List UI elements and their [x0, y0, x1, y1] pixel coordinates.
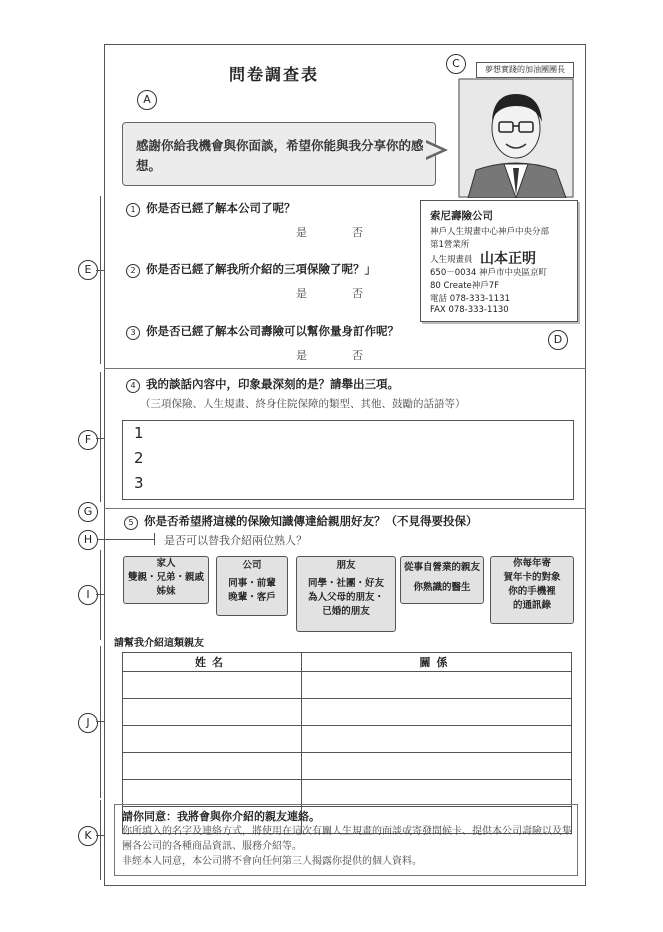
- column-header-name: 姓名: [123, 653, 302, 672]
- section-e-bracket: [100, 196, 101, 364]
- column-header-relation: 關係: [302, 653, 572, 672]
- card-role: 人生規畫員: [430, 255, 473, 265]
- answer-line-1: 1: [134, 424, 144, 442]
- section-divider: [104, 508, 586, 509]
- card-office: 第1營業所: [430, 240, 470, 250]
- answer-line-3: 3: [134, 474, 144, 492]
- card-fax: FAX 078-333-1130: [430, 305, 509, 315]
- card-address1: 650－0034 神戶市中央區京町: [430, 268, 548, 278]
- name-cell[interactable]: [123, 699, 302, 726]
- question-number: 4: [126, 379, 140, 393]
- marker-k: K: [78, 826, 98, 846]
- question-number: 2: [126, 264, 140, 278]
- referral-heading: 請幫我介紹這類親友: [114, 638, 204, 649]
- answer-box[interactable]: [122, 420, 574, 500]
- card-company: 索尼壽險公司: [430, 210, 493, 222]
- caption-box: 夢想實踐的加油團團長: [476, 62, 574, 78]
- table-row: [123, 699, 572, 726]
- marker-f: F: [78, 430, 98, 450]
- section-i-bracket: [100, 550, 101, 640]
- table-row: [123, 672, 572, 699]
- marker-c: C: [446, 54, 466, 74]
- q3-yes-option[interactable]: 是: [296, 349, 307, 362]
- question-3-text: 你是否已經了解本公司壽險可以幫你量身訂作呢？: [146, 324, 399, 338]
- marker-h: H: [78, 530, 98, 550]
- card-name: 山本正明: [480, 251, 536, 267]
- question-1-text: 你是否已經了解本公司了呢？: [146, 201, 296, 215]
- question-2-text: 你是否已經了解我所介紹的三項保險了呢？」: [146, 262, 376, 276]
- name-cell[interactable]: [123, 780, 302, 807]
- card-tel: 電話 078-333-1131: [430, 294, 510, 304]
- name-cell[interactable]: [123, 753, 302, 780]
- question-4-text: 我的談話內容中，印象最深刻的是？請舉出三項。: [146, 377, 399, 391]
- section-j-bracket: [100, 646, 101, 798]
- marker-a: A: [137, 90, 157, 110]
- q1-yes-option[interactable]: 是: [296, 226, 307, 239]
- consent-title: 請你同意：我將會與你介紹的親友連絡。: [122, 810, 320, 823]
- portrait-illustration: [458, 78, 574, 198]
- category-self-employed: 從事自營業的親友 你熟識的醫生: [400, 556, 484, 604]
- category-family: 家人 雙親・兄弟・親戚 姊妹: [123, 556, 209, 604]
- question-number: 5: [124, 516, 138, 530]
- section-f-bracket: [100, 372, 101, 502]
- category-friends: 朋友 同學・社團・好友 為人父母的朋友・ 已婚的朋友: [296, 556, 396, 632]
- relation-cell[interactable]: [302, 780, 572, 807]
- relation-cell[interactable]: [302, 672, 572, 699]
- q2-no-option[interactable]: 否: [352, 287, 363, 300]
- question-5-text: 你是否希望將這樣的保險知識傳達給親朋好友？（不見得要投保）: [144, 514, 478, 528]
- question-number: 3: [126, 326, 140, 340]
- relation-cell[interactable]: [302, 726, 572, 753]
- question-number: 1: [126, 203, 140, 217]
- marker-i: I: [78, 585, 98, 605]
- marker-j: J: [78, 713, 98, 733]
- relation-cell[interactable]: [302, 699, 572, 726]
- intro-text: 感謝你給我機會與你面談，希望你能與我分享你的感想。: [136, 138, 424, 173]
- section-divider: [104, 368, 586, 369]
- table-row: [123, 780, 572, 807]
- question-4-hint: （三項保險、人生規畫、終身住院保障的類型、其他、鼓勵的話語等）: [140, 398, 466, 410]
- relation-cell[interactable]: [302, 753, 572, 780]
- marker-e: E: [78, 260, 98, 280]
- question-5-sub: 是否可以替我介紹兩位熟人？: [164, 534, 307, 547]
- category-company: 公司 同事・前輩 晚輩・客戶: [216, 556, 288, 616]
- card-address2: 80 Create神戶7F: [430, 281, 500, 291]
- card-dept: 神戶人生規畫中心神戶中央分部: [430, 227, 550, 237]
- answer-line-2: 2: [134, 449, 144, 467]
- name-cell[interactable]: [123, 672, 302, 699]
- table-row: [123, 726, 572, 753]
- q1-no-option[interactable]: 否: [352, 226, 363, 239]
- category-contacts: 你每年寄 賀年卡的對象 你的手機裡 的通訊錄: [490, 556, 574, 624]
- name-cell[interactable]: [123, 726, 302, 753]
- table-row: [123, 753, 572, 780]
- marker-d: D: [548, 330, 568, 350]
- q3-no-option[interactable]: 否: [352, 349, 363, 362]
- marker-g: G: [78, 502, 98, 522]
- q2-yes-option[interactable]: 是: [296, 287, 307, 300]
- page-title: 問卷調查表: [228, 65, 319, 84]
- consent-text: 你所填入的名字及連絡方式，將使用在這次有關人生規畫的面談或寄發問候卡、提供本公司壽險以及集團各公司的各種商品資訊、服務介紹等。 非經本人同意，本公司將不會向任何第三人揭露你提供的個人資料。: [122, 826, 572, 867]
